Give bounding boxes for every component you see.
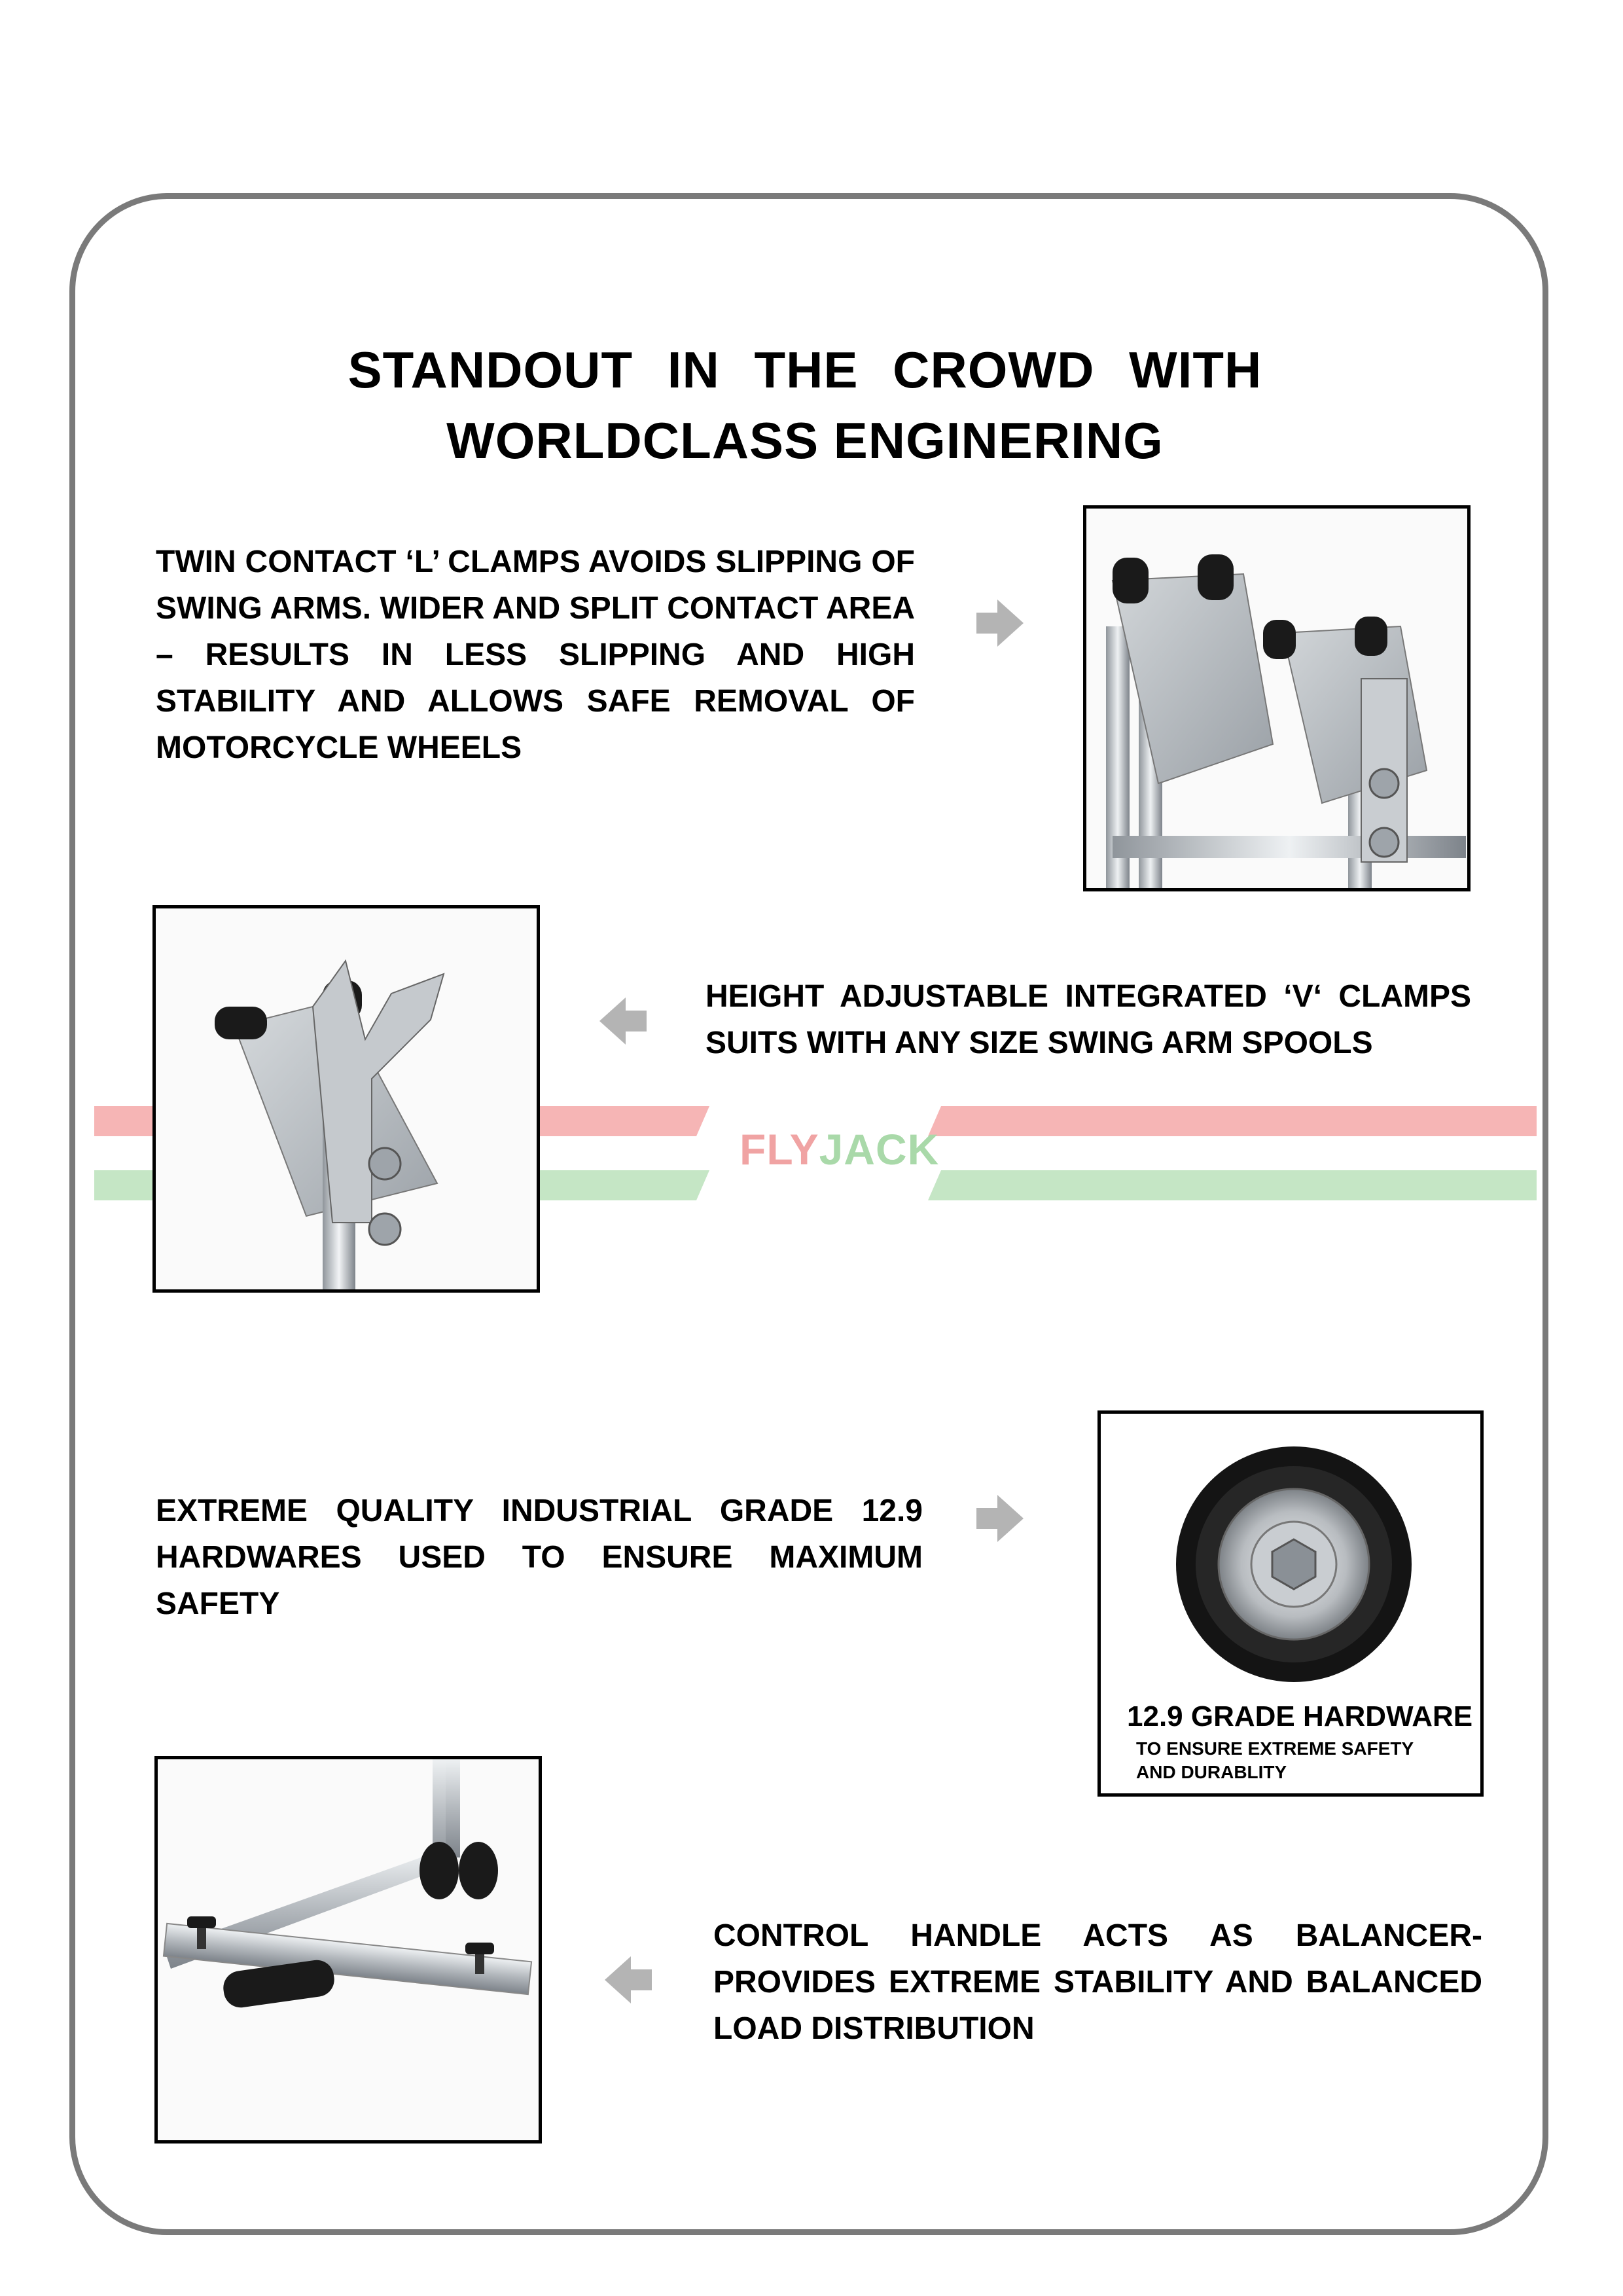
brand-logo xyxy=(740,1124,939,1174)
photo-control-handle xyxy=(154,1756,542,2144)
heading-line-1: STANDOUT IN THE CROWD WITH xyxy=(348,341,1262,399)
arrow-right-icon xyxy=(974,597,1026,649)
feature-text-hardware: EXTREME QUALITY INDUSTRIAL GRADE 12.9 HARDWARES USED TO ENSURE MAXIMUM SAFETY xyxy=(156,1494,923,1621)
feature-text-v-clamps: HEIGHT ADJUSTABLE INTEGRATED ‘V‘ CLAMPS SUITS WITH ANY SIZE SWING ARM SPOOLS xyxy=(705,979,1471,1060)
arrow-left-icon xyxy=(597,995,649,1047)
hardware-caption-subtitle: TO ENSURE EXTREME SAFETY AND DURABLITY xyxy=(1136,1738,1414,1782)
feature-text-l-clamps: TWIN CONTACT ‘L’ CLAMPS AVOIDS SLIPPING OF SWING ARMS. WIDER AND SPLIT CONTACT AREA – RESULTS IN LESS SLIPPING AND HIGH STABILITY AND ALLOWS SAFE REMOVAL OF MOTORCYCLE WHEELS xyxy=(156,545,915,765)
brand-stripe-green-right xyxy=(928,1170,1537,1200)
photo-v-clamps xyxy=(152,905,540,1293)
hardware-caption-title: 12.9 GRADE HARDWARE xyxy=(1127,1700,1473,1732)
brand-logo-part-1: FLY xyxy=(740,1125,819,1174)
brand-stripe-red-right xyxy=(928,1106,1537,1136)
photo-l-clamps xyxy=(1083,505,1471,891)
arrow-right-icon xyxy=(974,1492,1026,1545)
brand-logo-part-2: JACK xyxy=(819,1125,940,1174)
feature-text-control-handle: CONTROL HANDLE ACTS AS BALANCER- PROVIDES EXTREME STABILITY AND BALANCED LOAD DISTRIBUTION xyxy=(713,1918,1482,2046)
arrow-left-icon xyxy=(602,1954,654,2006)
heading-line-2: WORLDCLASS ENGINERING xyxy=(446,412,1164,469)
